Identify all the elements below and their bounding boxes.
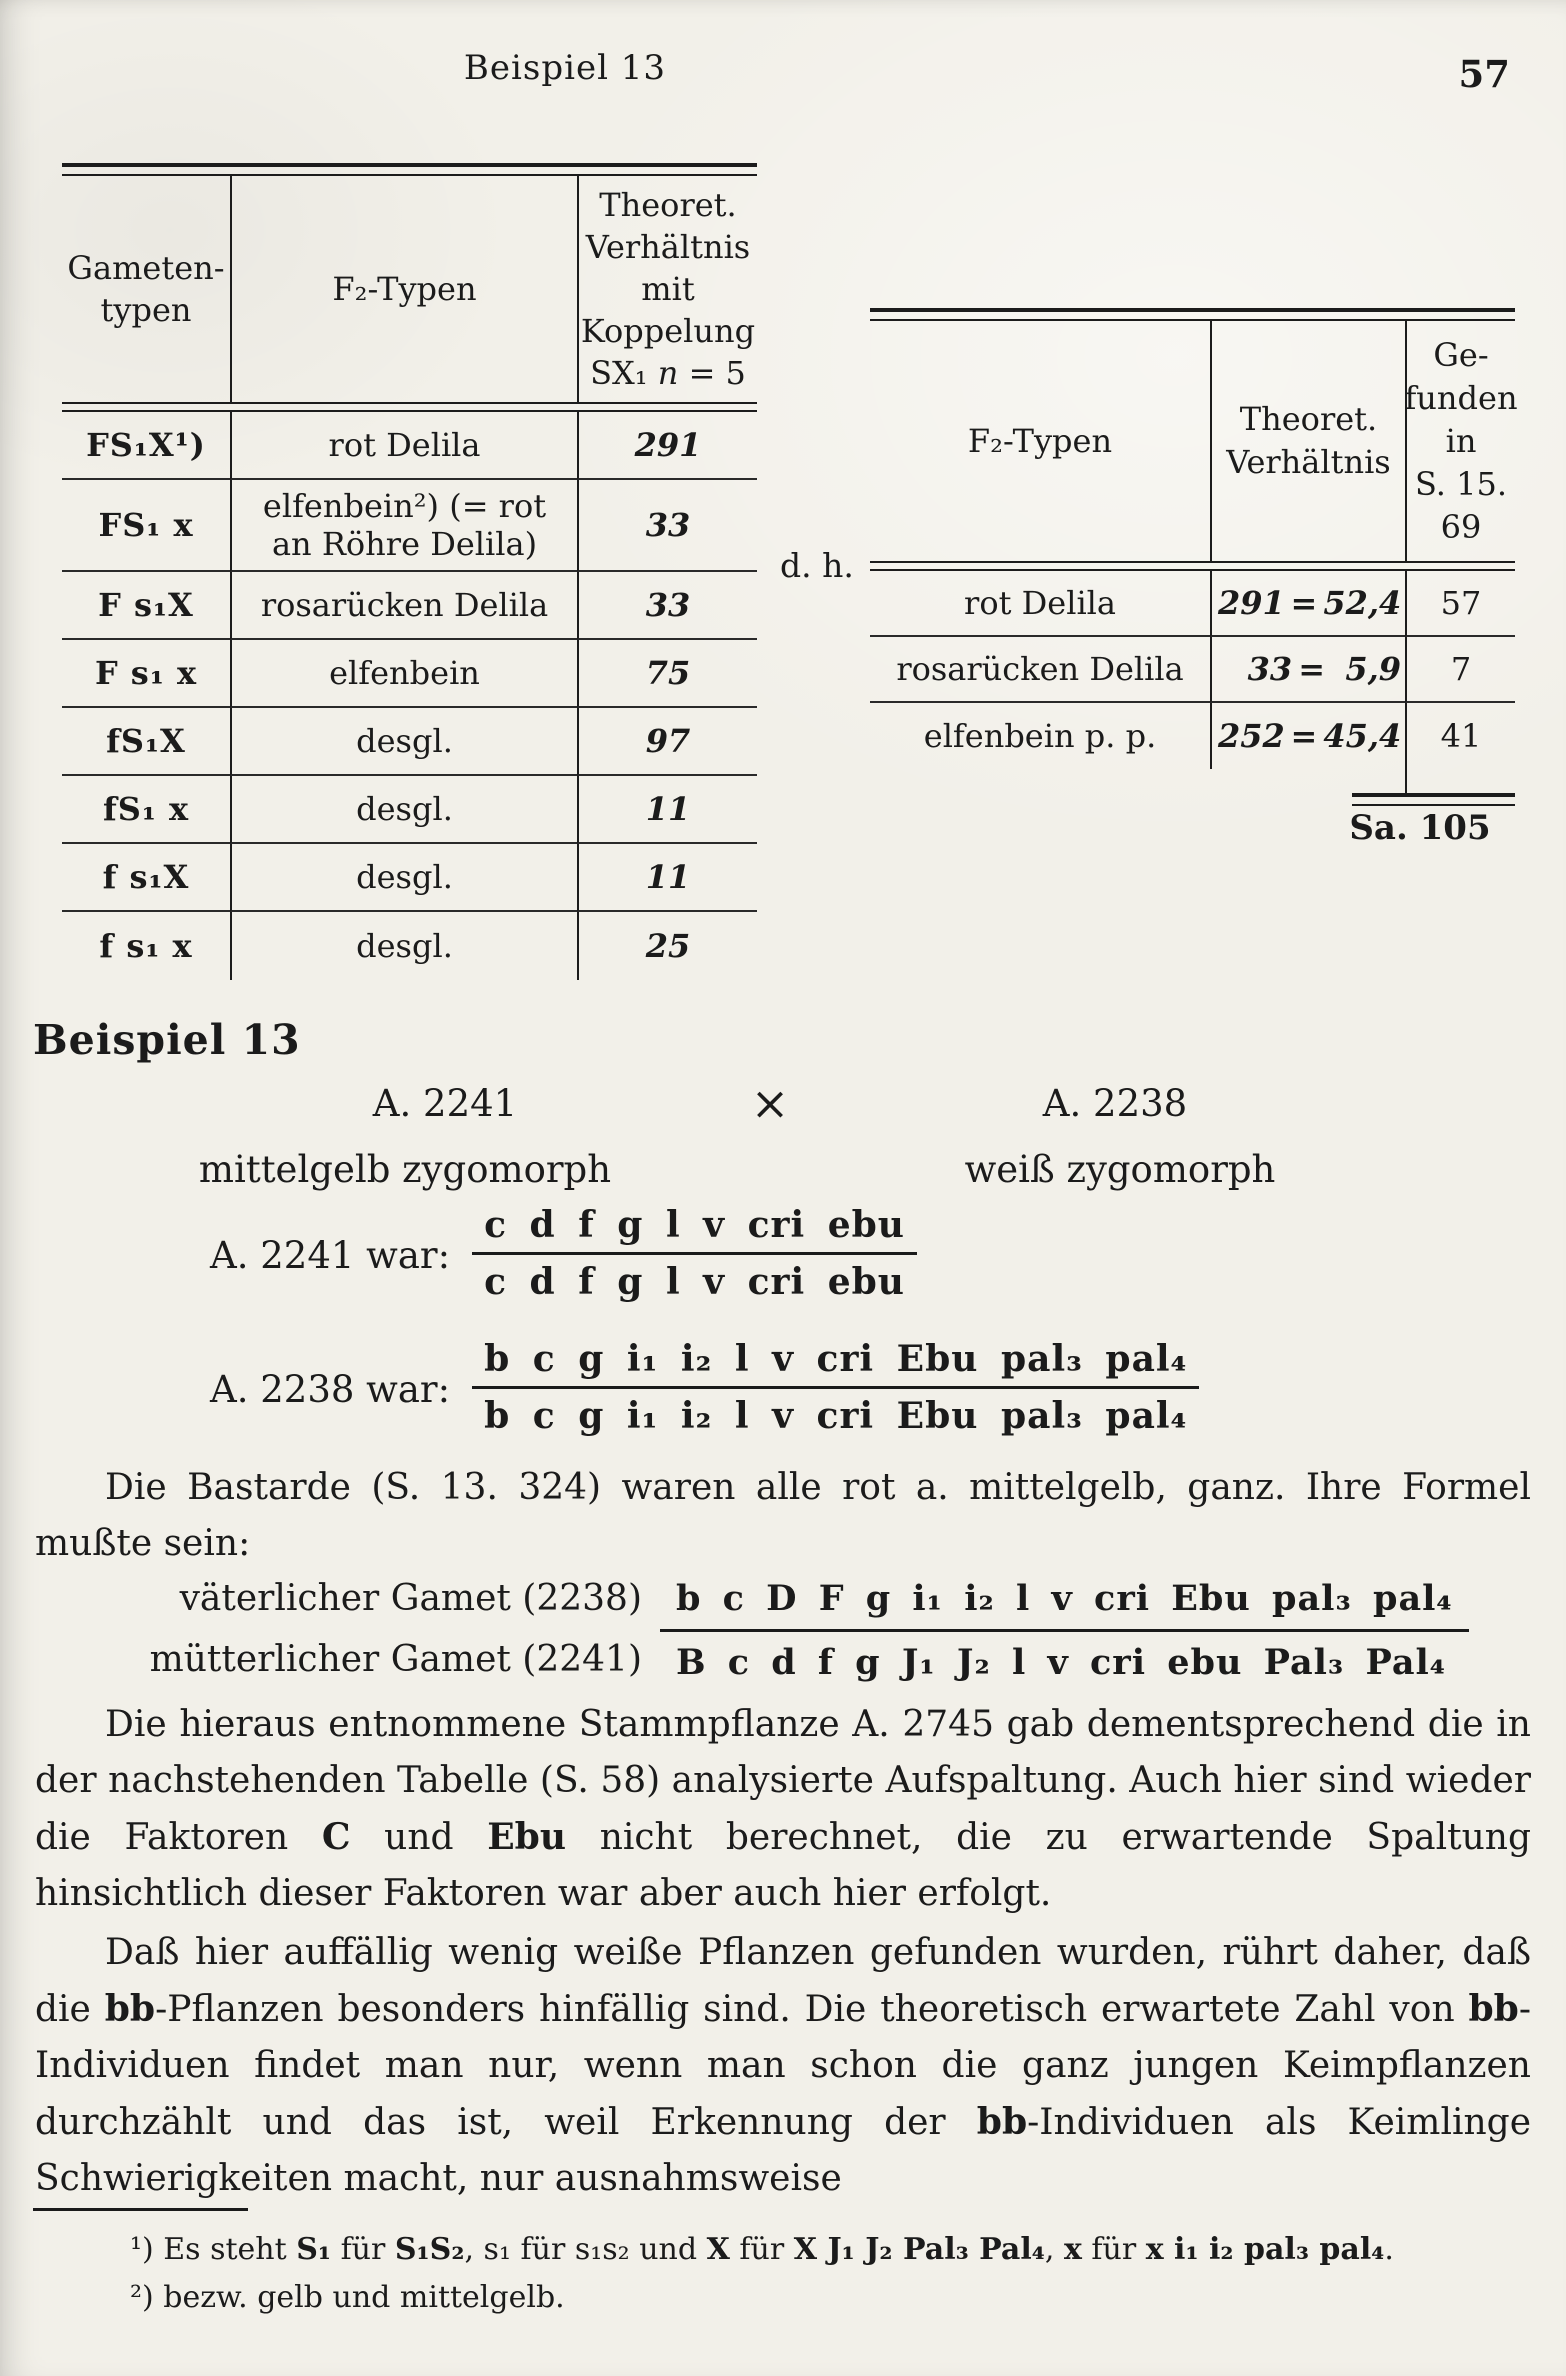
table-cell: F s₁ x bbox=[62, 640, 230, 708]
column-header-gefunden bbox=[1404, 321, 1518, 561]
table-header-row bbox=[870, 321, 1518, 561]
header-line: Verhältnis bbox=[585, 228, 751, 266]
column-header-theoret-verhaeltnis bbox=[577, 176, 757, 402]
header-line: Theoret. bbox=[599, 186, 737, 224]
paragraph-weisse-pflanzen bbox=[35, 1925, 1531, 2207]
column-header-theoret-verhaeltnis bbox=[1210, 321, 1405, 561]
theoret-count: 291 bbox=[1218, 584, 1285, 622]
sum-label: Sa. bbox=[1349, 808, 1408, 848]
genotype-label: A. 2241 war: bbox=[210, 1234, 451, 1277]
table-cell: desgl. bbox=[230, 776, 577, 844]
table-cell: FS₁X¹) bbox=[62, 412, 230, 480]
table-body bbox=[62, 412, 757, 980]
fraction-numerator: b c g i₁ i₂ l v cri Ebu pal₃ pal₄ bbox=[472, 1336, 1199, 1389]
table-cell bbox=[1210, 571, 1405, 637]
parent-left-phenotype: mittelgelb zygomorph bbox=[198, 1148, 612, 1191]
table-cell: f s₁ x bbox=[99, 927, 193, 965]
table-top-rule bbox=[870, 308, 1515, 321]
parent-left-id: A. 2241 bbox=[372, 1082, 518, 1125]
section-heading: Beispiel 13 bbox=[33, 1016, 301, 1064]
theoret-percent: 45,4 bbox=[1323, 717, 1402, 755]
genotype-fraction bbox=[472, 1336, 1199, 1443]
header-line: S. 15. bbox=[1414, 464, 1507, 503]
genotype-label: A. 2238 war: bbox=[210, 1368, 451, 1411]
header-line: SX₁ n = 5 bbox=[590, 354, 746, 392]
column-header-f2-typen: F₂-Typen bbox=[230, 176, 577, 402]
parent-right-id: A. 2238 bbox=[1042, 1082, 1188, 1125]
sum-value: 105 bbox=[1419, 808, 1491, 848]
header-line: 69 bbox=[1440, 507, 1482, 546]
footnote-1: ¹) Es steht S₁ für S₁S₂, s₁ für s₁s₂ und X für X J₁ J₂ Pal₃ Pal₄, x für x i₁ i₂ pal₃ pal₄. bbox=[130, 2232, 1394, 2267]
table-cell: FS₁ x bbox=[62, 480, 230, 572]
equals-sign: = bbox=[1290, 717, 1318, 755]
cross-icon: × bbox=[750, 1076, 790, 1130]
running-head-title: Beispiel 13 bbox=[463, 48, 667, 88]
paragraph-text: Die Bastarde (S. 13. 324) waren alle rot a. mittelgelb, ganz. Ihre Formel mußte sein: bbox=[35, 1467, 1531, 1564]
fraction-numerator: c d f g l v cri ebu bbox=[472, 1202, 917, 1255]
header-line: Verhältnis bbox=[1226, 443, 1391, 481]
genotype-line-2238 bbox=[210, 1336, 1199, 1443]
table-cell: 97 bbox=[577, 708, 757, 776]
table-cell: 11 bbox=[577, 776, 757, 844]
table-cell: rosarücken Delila bbox=[870, 637, 1210, 703]
theoret-percent: 5,9 bbox=[1345, 650, 1401, 688]
table-cell: elfenbein²) (= rot an Röhre Delila) bbox=[230, 480, 577, 572]
table-body bbox=[870, 571, 1515, 769]
cross-row-phenotypes bbox=[0, 1148, 1566, 1208]
fraction-denominator: c d f g l v cri ebu bbox=[484, 1261, 905, 1303]
table-cell: 291 bbox=[577, 412, 757, 480]
column-header-f2-typen: F₂-Typen bbox=[967, 421, 1113, 460]
paragraph-text: Daß hier auffällig wenig weiße Pflanzen gefunden wurden, rührt daher, daß die bb-Pflanzen besonders hinfällig sind. Die theoretisch erwartete Zahl von bb-Individuen findet man nur, wenn man schon die ganz jungen Keimpflanzen durchzählt und das ist, weil Erkennung der bb-Individuen als Keimlinge Schwierigkeiten macht, nur ausnahmsweise bbox=[35, 1932, 1532, 2199]
table-cell: rot Delila bbox=[230, 412, 577, 480]
table-cell: 33 bbox=[577, 480, 757, 572]
header-line: mit bbox=[641, 270, 695, 308]
header-line: in bbox=[1445, 421, 1477, 460]
table-cell: fS₁X bbox=[62, 708, 230, 776]
header-line: funden bbox=[1404, 378, 1518, 417]
table-cell: 57 bbox=[1405, 571, 1515, 637]
table-top-rule bbox=[62, 163, 757, 176]
table-cell: elfenbein p. p. bbox=[923, 717, 1157, 755]
table-cell: desgl. bbox=[230, 912, 577, 980]
sum-rule bbox=[1352, 793, 1515, 806]
equals-sign: = bbox=[1298, 650, 1325, 688]
table-cell bbox=[1210, 703, 1405, 769]
gamete-formula: B c d f g J₁ J₂ l v cri ebu Pal₃ Pal₄ bbox=[660, 1629, 1469, 1693]
equals-sign: = bbox=[1290, 584, 1318, 622]
paragraph-stammpflanze bbox=[35, 1697, 1531, 1922]
gamete-label: mütterlicher Gamet (2241) bbox=[149, 1639, 642, 1680]
table-cell: 41 bbox=[1405, 703, 1515, 769]
paragraph-bastarde bbox=[35, 1460, 1531, 1572]
theoret-count: 33 bbox=[1247, 650, 1293, 688]
theoret-count: 252 bbox=[1218, 717, 1285, 755]
cross-row-parents bbox=[0, 1076, 1566, 1142]
table-header-row bbox=[62, 176, 757, 402]
parent-right-phenotype: weiß zygomorph bbox=[964, 1148, 1276, 1191]
genotype-fraction bbox=[472, 1202, 917, 1309]
table-cell: 25 bbox=[577, 912, 757, 980]
gamete-formula: b c D F g i₁ i₂ l v cri Ebu pal₃ pal₄ bbox=[676, 1578, 1453, 1619]
table-cell: desgl. bbox=[230, 844, 577, 912]
page-number: 57 bbox=[1458, 52, 1510, 96]
table-cell: f s₁X bbox=[62, 844, 230, 912]
table-cell: fS₁ x bbox=[62, 776, 230, 844]
table-header-rule bbox=[62, 402, 757, 412]
header-line: Theoret. bbox=[1239, 400, 1378, 438]
header-line: Koppelung bbox=[580, 312, 756, 350]
gamete-types-table bbox=[62, 163, 757, 980]
table-cell: rot Delila bbox=[870, 571, 1210, 637]
table-cell: 33 bbox=[577, 572, 757, 640]
gamete-label: väterlicher Gamet (2238) bbox=[179, 1578, 642, 1619]
column-divider-extension bbox=[1405, 761, 1407, 793]
table-cell: 7 bbox=[1405, 637, 1515, 703]
genotype-line-2241 bbox=[210, 1202, 917, 1309]
table-cell bbox=[1210, 637, 1405, 703]
table-cell: desgl. bbox=[230, 708, 577, 776]
paragraph-text: Die hieraus entnommene Stammpflanze A. 2745 gab dementsprechend die in der nachstehenden Tabelle (S. 58) analysierte Aufspaltung. Auch hier sind wieder die Faktoren C und Ebu nicht berechnet, die zu erwartende Spaltung hinsichtlich dieser Faktoren war aber auch hier erfolgt. bbox=[35, 1704, 1531, 1914]
table-cell: 11 bbox=[577, 844, 757, 912]
gamete-formula-block bbox=[35, 1568, 1469, 1693]
column-header-gametentypen: Gametentypen bbox=[67, 249, 225, 329]
table-header-rule bbox=[870, 561, 1515, 571]
dh-label: d. h. bbox=[780, 546, 854, 585]
table-cell: elfenbein bbox=[230, 640, 577, 708]
footnote-divider bbox=[33, 2208, 248, 2211]
header-line: Ge- bbox=[1433, 335, 1489, 374]
footnote-2: ²) bezw. gelb und mittelgelb. bbox=[130, 2280, 565, 2315]
summary-table bbox=[870, 308, 1518, 848]
fraction-denominator: b c g i₁ i₂ l v cri Ebu pal₃ pal₄ bbox=[484, 1395, 1188, 1437]
sum-row bbox=[1325, 808, 1515, 848]
table-cell: F s₁X bbox=[62, 572, 230, 640]
theoret-percent: 52,4 bbox=[1323, 584, 1402, 622]
table-cell: rosarücken Delila bbox=[230, 572, 577, 640]
table-cell: 75 bbox=[577, 640, 757, 708]
